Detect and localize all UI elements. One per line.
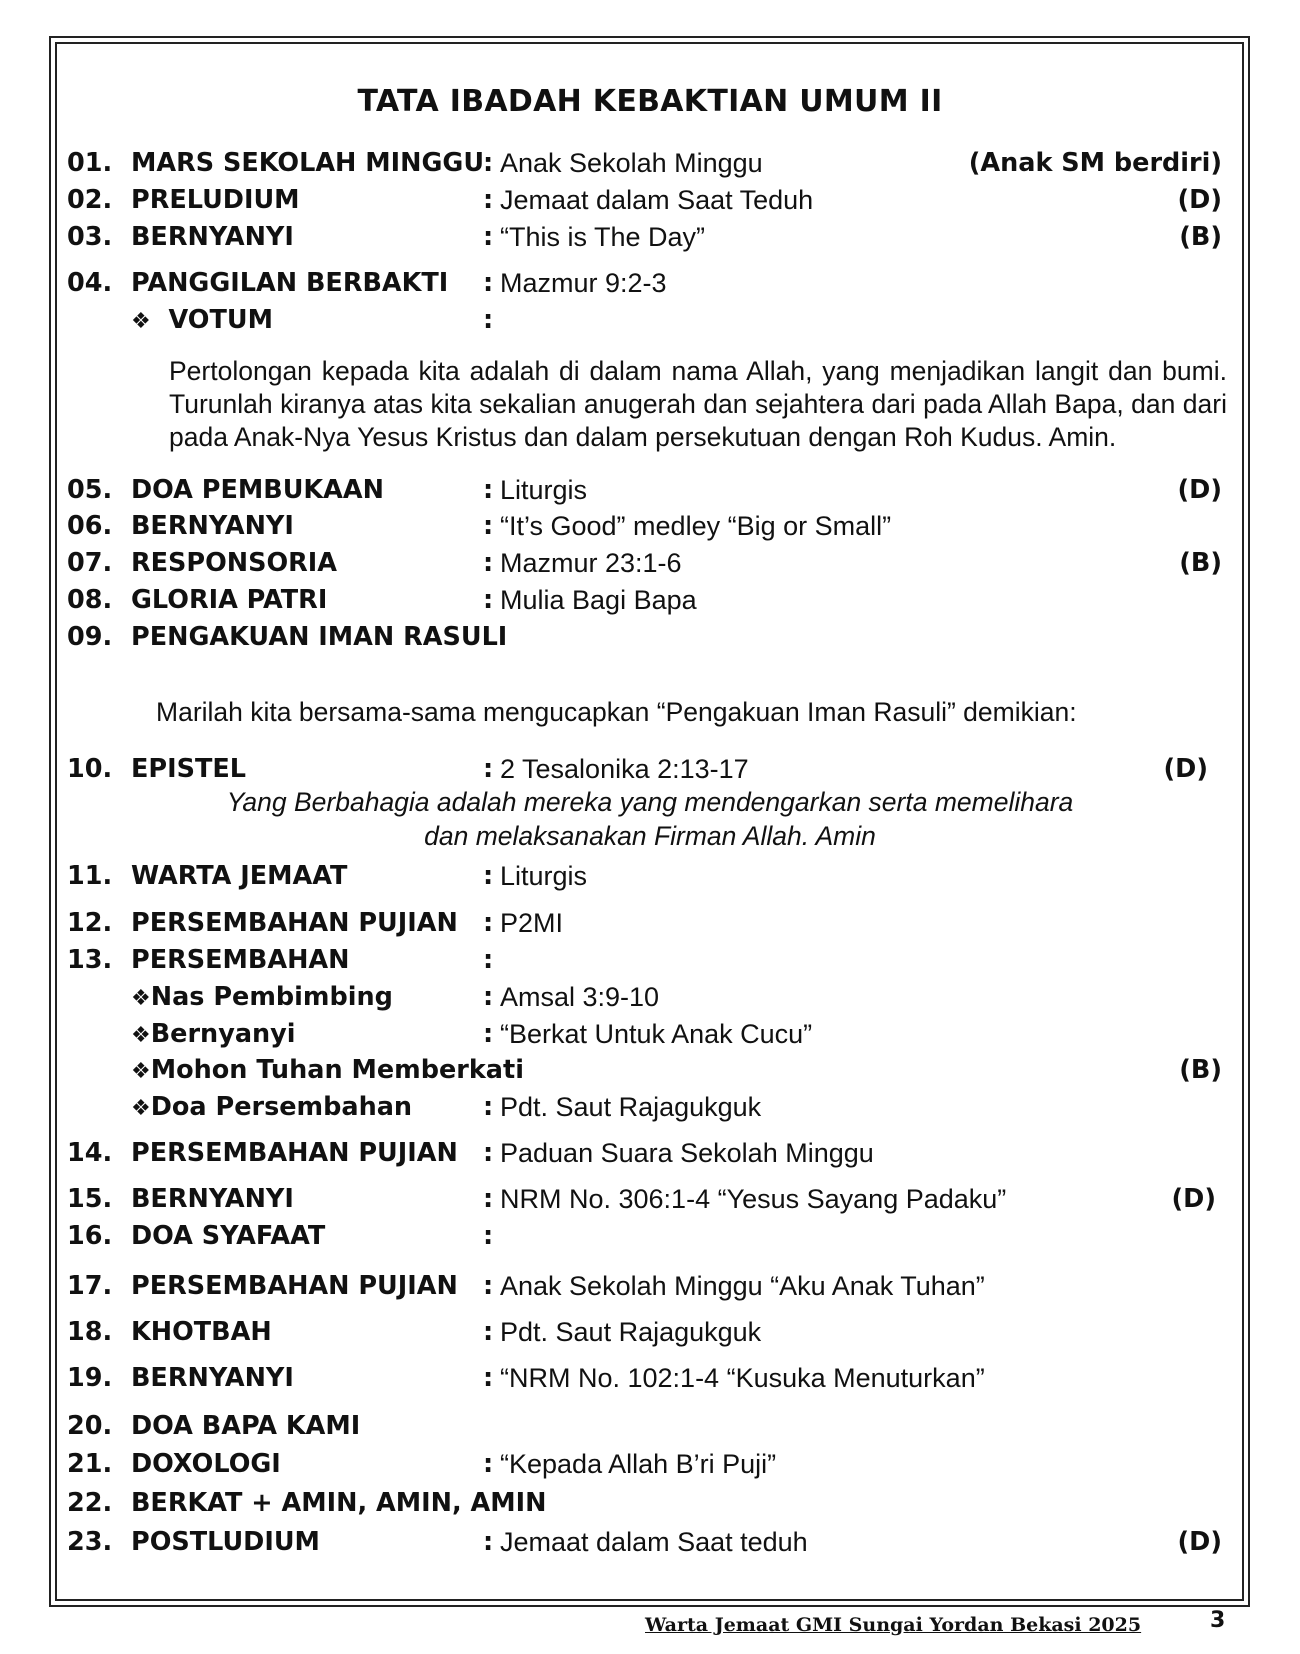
votum-label-text: VOTUM <box>168 305 273 335</box>
item-value: Mulia Bagi Bapa <box>500 585 697 615</box>
item-value: Anak Sekolah Minggu “Aku Anak Tuhan” <box>500 1271 985 1301</box>
item-number: 23. <box>67 1527 113 1557</box>
offering-subitem <box>0 1016 1300 1052</box>
item-colon: : <box>483 908 494 938</box>
epistle-response-line: dan melaksanakan Firman Allah. Amin <box>424 821 876 851</box>
item-colon: : <box>483 1184 494 1214</box>
item-label: BERNYANYI <box>131 1184 294 1214</box>
item-number: 01. <box>67 148 113 178</box>
item-number: 04. <box>67 268 113 298</box>
votum-text: Pertolongan kepada kita adalah di dalam nama Allah, yang menjadikan langit dan bumi. Turunlah kiranya atas kita sekalian anugerah dan sejahtera dari pada Allah Bapa, dan dari pada Anak-Nya Yesus Kristus dan dalam persekutuan dengan Roh Kudus. Amin. <box>169 356 1227 452</box>
item-label: PERSEMBAHAN PUJIAN <box>131 908 458 938</box>
subitem-label <box>131 1089 412 1127</box>
item-colon: : <box>483 1092 494 1122</box>
item-number: 08. <box>67 585 113 615</box>
item-label: DOA PEMBUKAAN <box>131 475 384 505</box>
item-value: NRM No. 306:1-4 “Yesus Sayang Padaku” <box>500 1184 1007 1214</box>
list-item <box>0 751 1300 787</box>
item-colon: : <box>483 222 494 252</box>
item-colon: : <box>483 1138 494 1168</box>
list-item <box>0 858 1300 894</box>
item-colon: : <box>483 1449 494 1479</box>
item-number: 07. <box>67 548 113 578</box>
item-number: 11. <box>67 861 113 891</box>
item-colon: : <box>483 1019 494 1049</box>
item-colon: : <box>483 1221 494 1251</box>
item-number: 10. <box>67 754 113 784</box>
list-item <box>0 1135 1300 1171</box>
item-number: 21. <box>67 1449 113 1479</box>
list-item <box>0 1314 1300 1350</box>
subitem-label <box>131 1052 524 1090</box>
footer-text: Warta Jemaat GMI Sungai Yordan Bekasi 2025 <box>645 1614 1142 1636</box>
item-note: (D) <box>1171 1184 1216 1214</box>
item-note: (D) <box>1163 754 1208 784</box>
item-label: PANGGILAN BERBAKTI <box>131 268 449 298</box>
item-number: 20. <box>67 1411 113 1441</box>
item-value: “This is The Day” <box>500 222 706 252</box>
item-number: 13. <box>67 945 113 975</box>
item-label: BERNYANYI <box>131 1363 294 1393</box>
subitem-label-text: Bernyanyi <box>150 1019 296 1049</box>
subitem-label-text: Mohon Tuhan Memberkati <box>150 1055 524 1085</box>
list-item <box>0 1360 1300 1396</box>
item-value: Liturgis <box>500 475 588 505</box>
item-colon: : <box>483 548 494 578</box>
creed-intro: Marilah kita bersama-sama mengucapkan “Pengakuan Iman Rasuli” demikian: <box>156 697 1077 727</box>
list-item <box>0 1268 1300 1304</box>
list-item <box>0 545 1300 581</box>
item-label: GLORIA PATRI <box>131 585 328 615</box>
item-note: (D) <box>1177 1527 1222 1557</box>
item-value: “It’s Good” medley “Big or Small” <box>500 511 892 541</box>
item-label: PERSEMBAHAN <box>131 945 350 975</box>
diamond-bullet-icon: ❖ <box>131 986 151 1011</box>
list-item <box>0 472 1300 508</box>
item-label: BERNYANYI <box>131 511 294 541</box>
item-value: Anak Sekolah Minggu <box>500 148 763 178</box>
list-item <box>0 942 1300 978</box>
votum-row <box>0 302 1300 338</box>
list-item <box>0 905 1300 941</box>
offering-subitem <box>0 1052 1300 1088</box>
item-value: “Kepada Allah B’ri Puji” <box>500 1449 777 1479</box>
item-label: RESPONSORIA <box>131 548 338 578</box>
item-value: 2 Tesalonika 2:13-17 <box>500 754 749 784</box>
list-item <box>0 508 1300 544</box>
item-value: Mazmur 9:2-3 <box>500 268 667 298</box>
item-colon: : <box>483 511 494 541</box>
item-number: 06. <box>67 511 113 541</box>
list-item <box>0 619 1300 655</box>
item-label: EPISTEL <box>131 754 247 784</box>
item-label: WARTA JEMAAT <box>131 861 348 891</box>
item-number: 05. <box>67 475 113 505</box>
item-label: KHOTBAH <box>131 1317 272 1347</box>
item-colon: : <box>483 982 494 1012</box>
item-number: 18. <box>67 1317 113 1347</box>
item-label: PERSEMBAHAN PUJIAN <box>131 1271 458 1301</box>
item-value: Amsal 3:9-10 <box>500 982 660 1012</box>
subitem-label <box>131 1016 296 1054</box>
page-number: 3 <box>1210 1608 1226 1633</box>
list-item <box>0 582 1300 618</box>
item-number: 09. <box>67 622 113 652</box>
offering-subitem <box>0 979 1300 1015</box>
item-value: Liturgis <box>500 861 588 891</box>
item-number: 22. <box>67 1488 113 1518</box>
item-colon: : <box>483 754 494 784</box>
list-item <box>0 265 1300 301</box>
item-value: Paduan Suara Sekolah Minggu <box>500 1138 874 1168</box>
item-note: (B) <box>1179 1055 1222 1085</box>
offering-subitem <box>0 1089 1300 1125</box>
item-colon: : <box>483 1527 494 1557</box>
item-value: Mazmur 23:1-6 <box>500 548 682 578</box>
item-colon: : <box>483 305 494 335</box>
item-colon: : <box>483 1317 494 1347</box>
diamond-bullet-icon: ❖ <box>131 1059 151 1084</box>
item-value: “Berkat Untuk Anak Cucu” <box>500 1019 813 1049</box>
list-item <box>0 1446 1300 1482</box>
item-value: Jemaat dalam Saat teduh <box>500 1527 808 1557</box>
diamond-bullet-icon: ❖ <box>131 309 151 334</box>
item-colon: : <box>483 945 494 975</box>
list-item <box>0 1218 1300 1254</box>
item-colon: : <box>483 148 494 178</box>
votum-label <box>131 302 273 340</box>
item-number: 03. <box>67 222 113 252</box>
item-label: PERSEMBAHAN PUJIAN <box>131 1138 458 1168</box>
diamond-bullet-icon: ❖ <box>131 1023 151 1048</box>
list-item <box>0 1408 1300 1444</box>
item-number: 02. <box>67 185 113 215</box>
item-number: 19. <box>67 1363 113 1393</box>
item-colon: : <box>483 861 494 891</box>
subitem-label-text: Nas Pembimbing <box>150 982 393 1012</box>
diamond-bullet-icon: ❖ <box>131 1096 151 1121</box>
subitem-label <box>131 979 393 1017</box>
list-item <box>0 145 1300 181</box>
item-colon: : <box>483 268 494 298</box>
item-number: 16. <box>67 1221 113 1251</box>
item-colon: : <box>483 1363 494 1393</box>
item-label: BERNYANYI <box>131 222 294 252</box>
item-note: (B) <box>1179 222 1222 252</box>
list-item <box>0 1485 1300 1521</box>
item-value: Pdt. Saut Rajagukguk <box>500 1317 762 1347</box>
item-label: DOA BAPA KAMI <box>131 1411 361 1441</box>
item-note: (D) <box>1177 185 1222 215</box>
item-number: 14. <box>67 1138 113 1168</box>
item-colon: : <box>483 1271 494 1301</box>
item-note: (Anak SM berdiri) <box>968 148 1222 178</box>
item-value: “NRM No. 102:1-4 “Kusuka Menuturkan” <box>500 1363 985 1393</box>
item-note: (D) <box>1177 475 1222 505</box>
item-value: P2MI <box>500 908 564 938</box>
item-label: PRELUDIUM <box>131 185 300 215</box>
list-item <box>0 1181 1300 1217</box>
item-label: DOA SYAFAAT <box>131 1221 326 1251</box>
page-title: TATA IBADAH KEBAKTIAN UMUM II <box>357 84 943 119</box>
item-value: Pdt. Saut Rajagukguk <box>500 1092 762 1122</box>
list-item <box>0 219 1300 255</box>
list-item <box>0 1524 1300 1560</box>
item-note: (B) <box>1179 548 1222 578</box>
item-colon: : <box>483 585 494 615</box>
item-number: 17. <box>67 1271 113 1301</box>
item-number: 15. <box>67 1184 113 1214</box>
item-label: POSTLUDIUM <box>131 1527 320 1557</box>
item-colon: : <box>483 475 494 505</box>
list-item <box>0 182 1300 218</box>
item-value: Jemaat dalam Saat Teduh <box>500 185 814 215</box>
item-label: DOXOLOGI <box>131 1449 281 1479</box>
item-colon: : <box>483 185 494 215</box>
subitem-label-text: Doa Persembahan <box>150 1092 413 1122</box>
item-label: PENGAKUAN IMAN RASULI <box>131 622 508 652</box>
item-label: MARS SEKOLAH MINGGU <box>131 148 485 178</box>
item-label: BERKAT + AMIN, AMIN, AMIN <box>131 1488 547 1518</box>
epistle-response-line: Yang Berbahagia adalah mereka yang mendengarkan serta memelihara <box>226 787 1074 817</box>
item-number: 12. <box>67 908 113 938</box>
